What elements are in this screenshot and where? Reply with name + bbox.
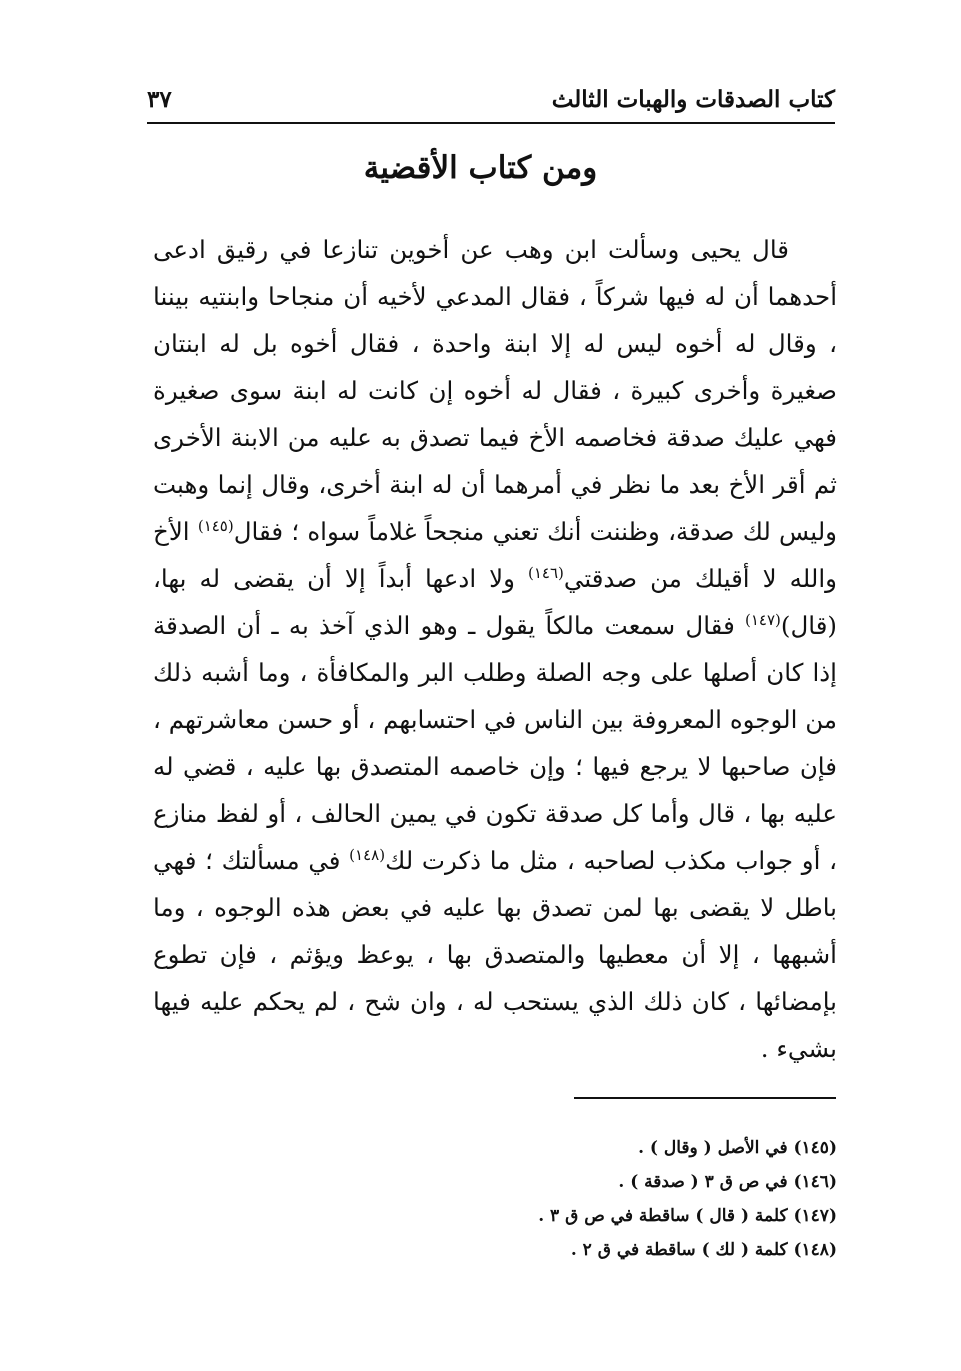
- text-segment-3: ولا ادعها أبداً إلا أن يقضى له بها، (قال): [153, 564, 837, 640]
- footnote-ref-145[interactable]: (١٤٥): [197, 516, 234, 535]
- running-header: [147, 84, 835, 124]
- text-segment-5: في مسألتك ؛ فهي باطل لا يقضى بها لمن تصدق بها عليه في بعض هذه الوجوه ، وما أشبهها ، إلا أن معطيها والمتصدق بها ، يوعظ ويؤثم ، فإن تطوع بإمضائها ، كان ذلك الذي يستحب له ، وان شح ، لم يحكم عليه فيها بشيء .: [153, 846, 837, 1063]
- footnote-ref-147[interactable]: (١٤٧): [745, 610, 781, 629]
- running-header-title: كتاب الصدقات والهبات الثالث: [551, 86, 835, 113]
- page-number: ٣٧: [147, 86, 172, 113]
- footnote-ref-148[interactable]: (١٤٨): [349, 845, 386, 864]
- footnote-147: (١٤٧) كلمة ( قال ) ساقطة في ص ق ٣ .: [538, 1206, 837, 1226]
- footnotes: [337, 1131, 837, 1267]
- footnote-145: (١٤٥) في الأصل ( وقال ) .: [638, 1138, 837, 1158]
- footnote-divider: [574, 1097, 836, 1099]
- text-segment-4: فقال سمعت مالكاً يقول ـ وهو الذي آخذ به ـ أن الصدقة إذا كان أصلها على وجه الصلة وطلب البر والمكافأة ، وما أشبه ذلك من الوجوه المعروفة بين الناس في احتسابهم ، أو حسن معاشرتهم ، فإن صاحبها لا يرجع فيها ؛ وإن خاصمه المتصدق بها عليه ، قضي له عليه بها ، قال وأما كل صدقة تكون في يمين الحالف ، أو لفظ منازع ، أو جواب مكذب لصاحبه ، مثل ما ذكرت لك: [153, 611, 837, 875]
- text-segment-2: الأخ والله لا أقيلك من صدقتي: [153, 517, 837, 593]
- section-title: ومن كتاب الأقضية: [363, 150, 598, 186]
- footnote-ref-146[interactable]: (١٤٦): [528, 563, 564, 582]
- main-paragraph: [153, 226, 837, 1072]
- footnote-146: (١٤٦) في ص ق ٣ ( صدقة ) .: [618, 1172, 837, 1192]
- footnote-148: (١٤٨) كلمة ( لك ) ساقطة في ق ٢ .: [570, 1240, 837, 1260]
- text-segment-1: قال يحيى وسألت ابن وهب عن أخوين تنازعا في رقيق ادعى أحدهما أن له فيها شركاً ، فقال المدعي لأخيه أن منجاحا وابنتيه بيننا ، وقال له أخوه ليس له إلا ابنة واحدة ، فقال أخوه بل له ابنتان صغيرة وأخرى كبيرة ، فقال له أخوه إن كانت له ابنة سوى صغيرة فهي عليك صدقة فخاصمه الأخ فيما تصدق به عليه من الابنة الأخرى ثم أقر الأخ بعد ما نظر في أمرهما أن له ابنة أخرى، وقال إنما وهبت وليس لك صدقة، وظننت أنك تعني منجحاً غلاماً سواه ؛ فقال: [153, 235, 837, 546]
- main-text: [153, 226, 837, 1072]
